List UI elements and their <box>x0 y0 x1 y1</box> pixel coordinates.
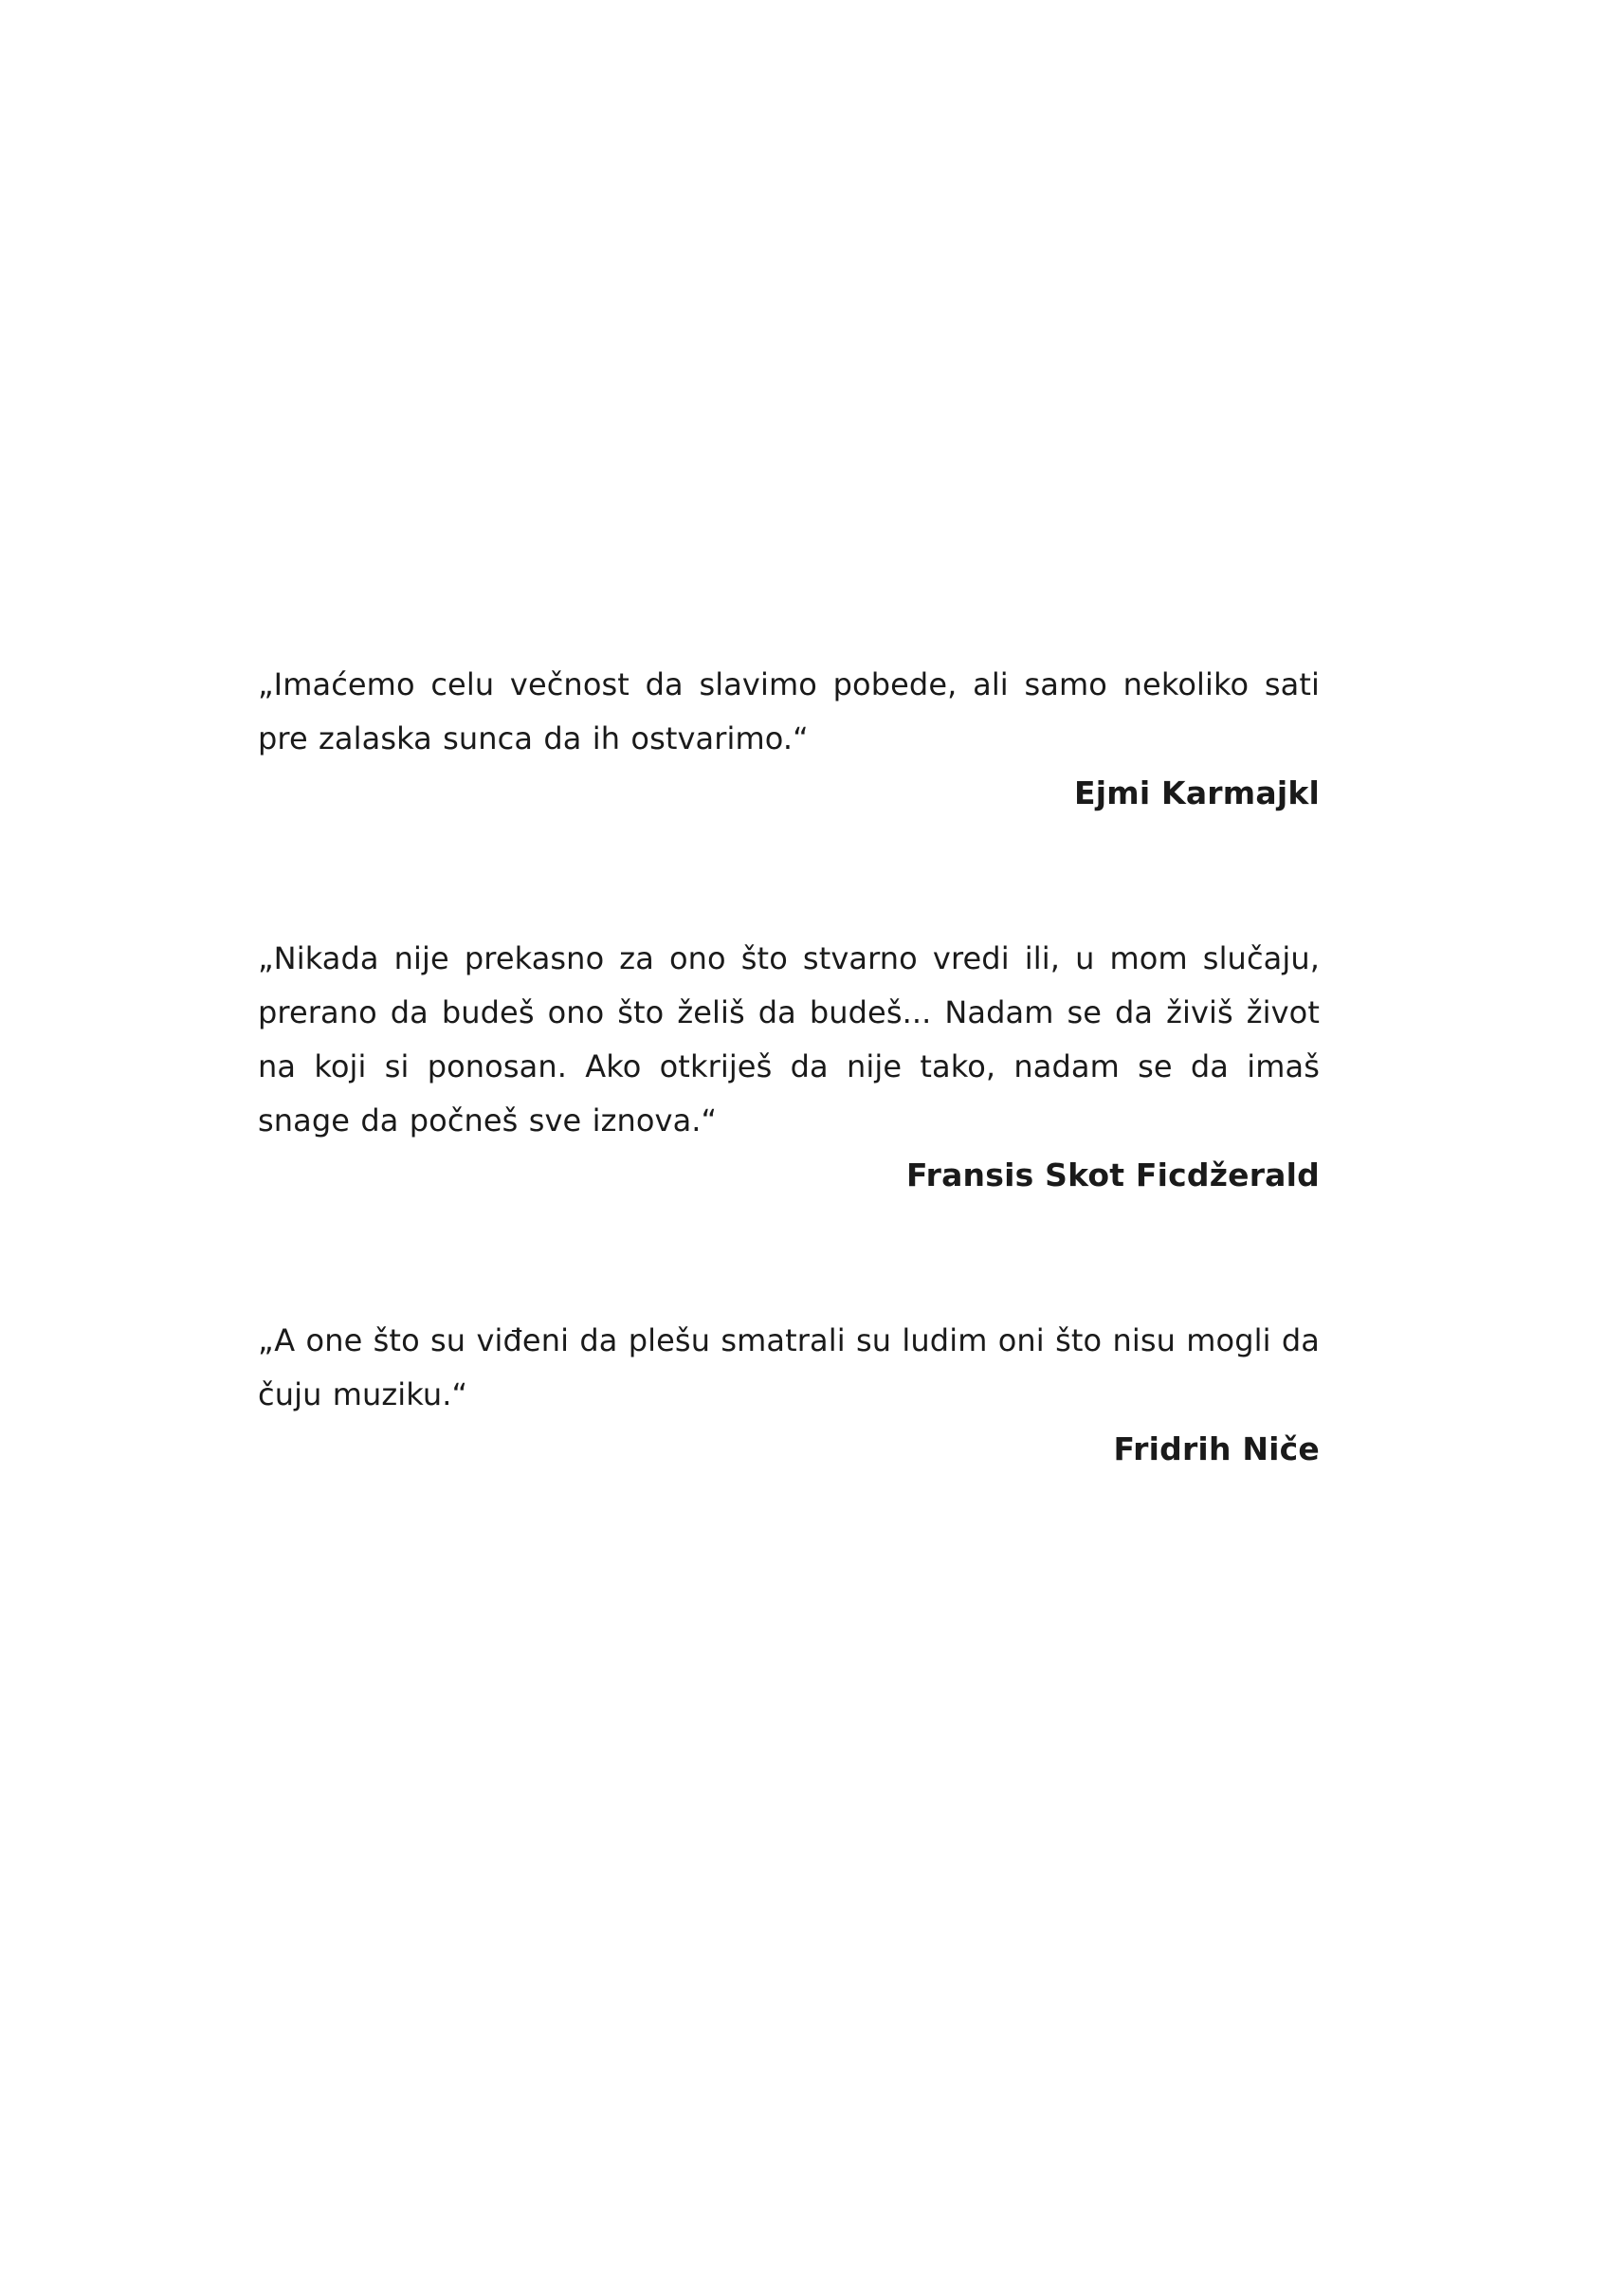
quotes-list <box>258 658 1320 1476</box>
quote-author: Ejmi Karmajkl <box>1074 774 1320 811</box>
quote-author: Fridrih Niče <box>1113 1430 1320 1467</box>
quote-author: Fransis Skot Ficdžerald <box>905 1157 1320 1193</box>
quote-block <box>258 658 1320 820</box>
quote-text: „A one što su viđeni da plešu smatrali su ludim oni što nisu mogli da čuju muziku.“ <box>258 1322 1320 1412</box>
quote-text: „Imaćemo celu večnost da slavimo pobede, ali samo nekoliko sati pre zalaska sunca da ih ostvarimo.“ <box>258 666 1320 756</box>
quote-text: „Nikada nije prekasno za ono što stvarno vredi ili, u mom slučaju, prerano da budeš ono što želiš da budeš... Nadam se da živiš život na koji si ponosan. Ako otkriješ da nije tako, nadam se da imaš snage da počneš sve iznova.“ <box>258 940 1320 1138</box>
quote-block <box>258 1314 1320 1476</box>
quote-block <box>258 932 1320 1202</box>
